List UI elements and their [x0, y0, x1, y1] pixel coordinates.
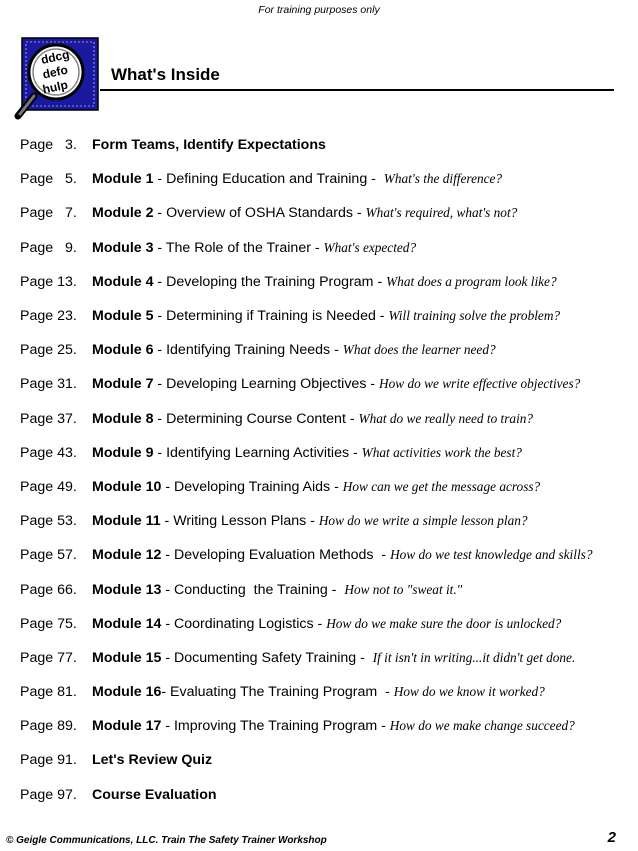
page-number: 2 [607, 829, 616, 846]
toc-module: Module 11 [92, 513, 161, 530]
toc-module: Module 13 [92, 581, 162, 598]
toc-question: How can we get the message across? [342, 478, 541, 494]
toc-row [20, 538, 630, 572]
toc-row [20, 299, 630, 333]
toc-question: Will training solve the problem? [388, 308, 561, 324]
toc-page: Page 25. [20, 342, 77, 359]
toc-row [20, 709, 630, 743]
toc-row [20, 607, 630, 641]
toc-row [20, 778, 630, 812]
toc-row [20, 743, 630, 777]
toc-question: What do we really need to train? [358, 410, 534, 426]
toc-module: Module 4 [92, 273, 154, 290]
footer-copyright: © Geigle Communications, LLC. Train The Safety Trainer Workshop [6, 835, 327, 846]
toc-page: Page 91. [20, 752, 77, 769]
toc-page: Page 37. [20, 410, 77, 427]
toc-description: - Coordinating Logistics - [161, 615, 327, 632]
toc-description: - Determining if Training is Needed - [153, 308, 389, 325]
toc-description: - Conducting the Training - [161, 581, 345, 598]
page-title: What's Inside [111, 65, 220, 84]
toc-page: Page 23. [20, 308, 77, 325]
toc-description: - Developing Training Aids - [161, 478, 343, 495]
toc-description: - Developing Evaluation Methods - [161, 547, 391, 564]
toc-description: - Developing Learning Objectives - [153, 376, 380, 393]
logo-word-2: defo [41, 62, 70, 82]
toc-module: Module 9 [92, 444, 154, 461]
toc-page: Page 81. [20, 684, 77, 701]
toc-module: Module 14 [92, 615, 162, 632]
toc-page: Page 5. [20, 171, 77, 188]
toc-description: - Identifying Learning Activities - [153, 444, 362, 461]
toc-row [20, 265, 630, 299]
toc-question: How do we make sure the door is unlocked? [326, 615, 562, 631]
toc-module: Module 3 [92, 239, 154, 256]
toc-description: - The Role of the Trainer - [153, 239, 324, 256]
toc-question: What's expected? [323, 239, 417, 255]
toc-row [20, 436, 630, 470]
toc-module: Course Evaluation [92, 786, 217, 803]
toc-page: Page 77. [20, 649, 77, 666]
magnifying-glass-icon [14, 36, 100, 120]
toc-page: Page 49. [20, 478, 77, 495]
toc-page: Page 75. [20, 615, 77, 632]
toc-question: How do we write effective objectives? [379, 376, 581, 392]
toc-question: How do we write a simple lesson plan? [318, 513, 528, 529]
toc-question: What's required, what's not? [365, 205, 518, 221]
toc-description: - Writing Lesson Plans - [160, 513, 319, 530]
toc-row [20, 196, 630, 230]
toc-page: Page 89. [20, 718, 77, 735]
toc-description: - Overview of OSHA Standards - [153, 205, 366, 222]
toc-description: - Evaluating The Training Program - [161, 684, 394, 701]
toc-row [20, 675, 630, 709]
toc-question: How not to "sweat it." [344, 581, 463, 597]
toc-module: Module 1 [92, 171, 154, 188]
toc-module: Module 16 [92, 684, 162, 701]
toc-module: Module 5 [92, 308, 154, 325]
toc-page: Page 7. [20, 205, 77, 222]
toc-page: Page 66. [20, 581, 77, 598]
toc-module: Module 17 [92, 718, 162, 735]
toc-row [20, 128, 630, 162]
logo-word-3: hulp [41, 77, 70, 97]
toc-question: How do we know it worked? [393, 684, 545, 700]
toc-page: Page 31. [20, 376, 77, 393]
toc-module: Module 15 [92, 649, 162, 666]
toc-module: Let's Review Quiz [92, 752, 213, 769]
toc-question: If it isn't in writing...it didn't get done. [372, 649, 576, 665]
toc-row [20, 333, 630, 367]
toc-row [20, 231, 630, 265]
toc-module: Module 10 [92, 478, 162, 495]
toc-row [20, 402, 630, 436]
toc-description: - Identifying Training Needs - [153, 342, 343, 359]
toc-page: Page 9. [20, 239, 77, 256]
toc-row [20, 162, 630, 196]
toc-question: What activities work the best? [361, 444, 522, 460]
header-note: For training purposes only [258, 4, 380, 16]
toc-description: - Developing the Training Program - [153, 273, 387, 290]
toc-module: Module 8 [92, 410, 154, 427]
table-of-contents [20, 128, 630, 812]
toc-row [20, 367, 630, 401]
toc-module: Module 12 [92, 547, 162, 564]
toc-question: What does a program look like? [386, 273, 557, 289]
toc-module: Module 2 [92, 205, 154, 222]
toc-question: What does the learner need? [342, 342, 496, 358]
toc-description: - Determining Course Content - [153, 410, 359, 427]
toc-page: Page 3. [20, 137, 77, 154]
toc-page: Page 53. [20, 513, 77, 530]
toc-page: Page 13. [20, 273, 77, 290]
toc-row [20, 470, 630, 504]
toc-page: Page 43. [20, 444, 77, 461]
toc-question: What's the difference? [383, 171, 503, 187]
toc-description: - Improving The Training Program - [161, 718, 390, 735]
toc-question: How do we make change succeed? [389, 718, 575, 734]
toc-row [20, 572, 630, 606]
toc-description: - Documenting Safety Training - [161, 649, 373, 666]
toc-module: Module 7 [92, 376, 154, 393]
toc-page: Page 97. [20, 786, 77, 803]
toc-question: How do we test knowledge and skills? [390, 547, 593, 563]
toc-row [20, 641, 630, 675]
toc-page: Page 57. [20, 547, 77, 564]
toc-module: Form Teams, Identify Expectations [92, 137, 326, 154]
toc-module: Module 6 [92, 342, 154, 359]
logo-word-1: ddcg [39, 47, 71, 67]
toc-row [20, 504, 630, 538]
toc-description: - Defining Education and Training - [153, 171, 384, 188]
title-rule [100, 89, 614, 91]
